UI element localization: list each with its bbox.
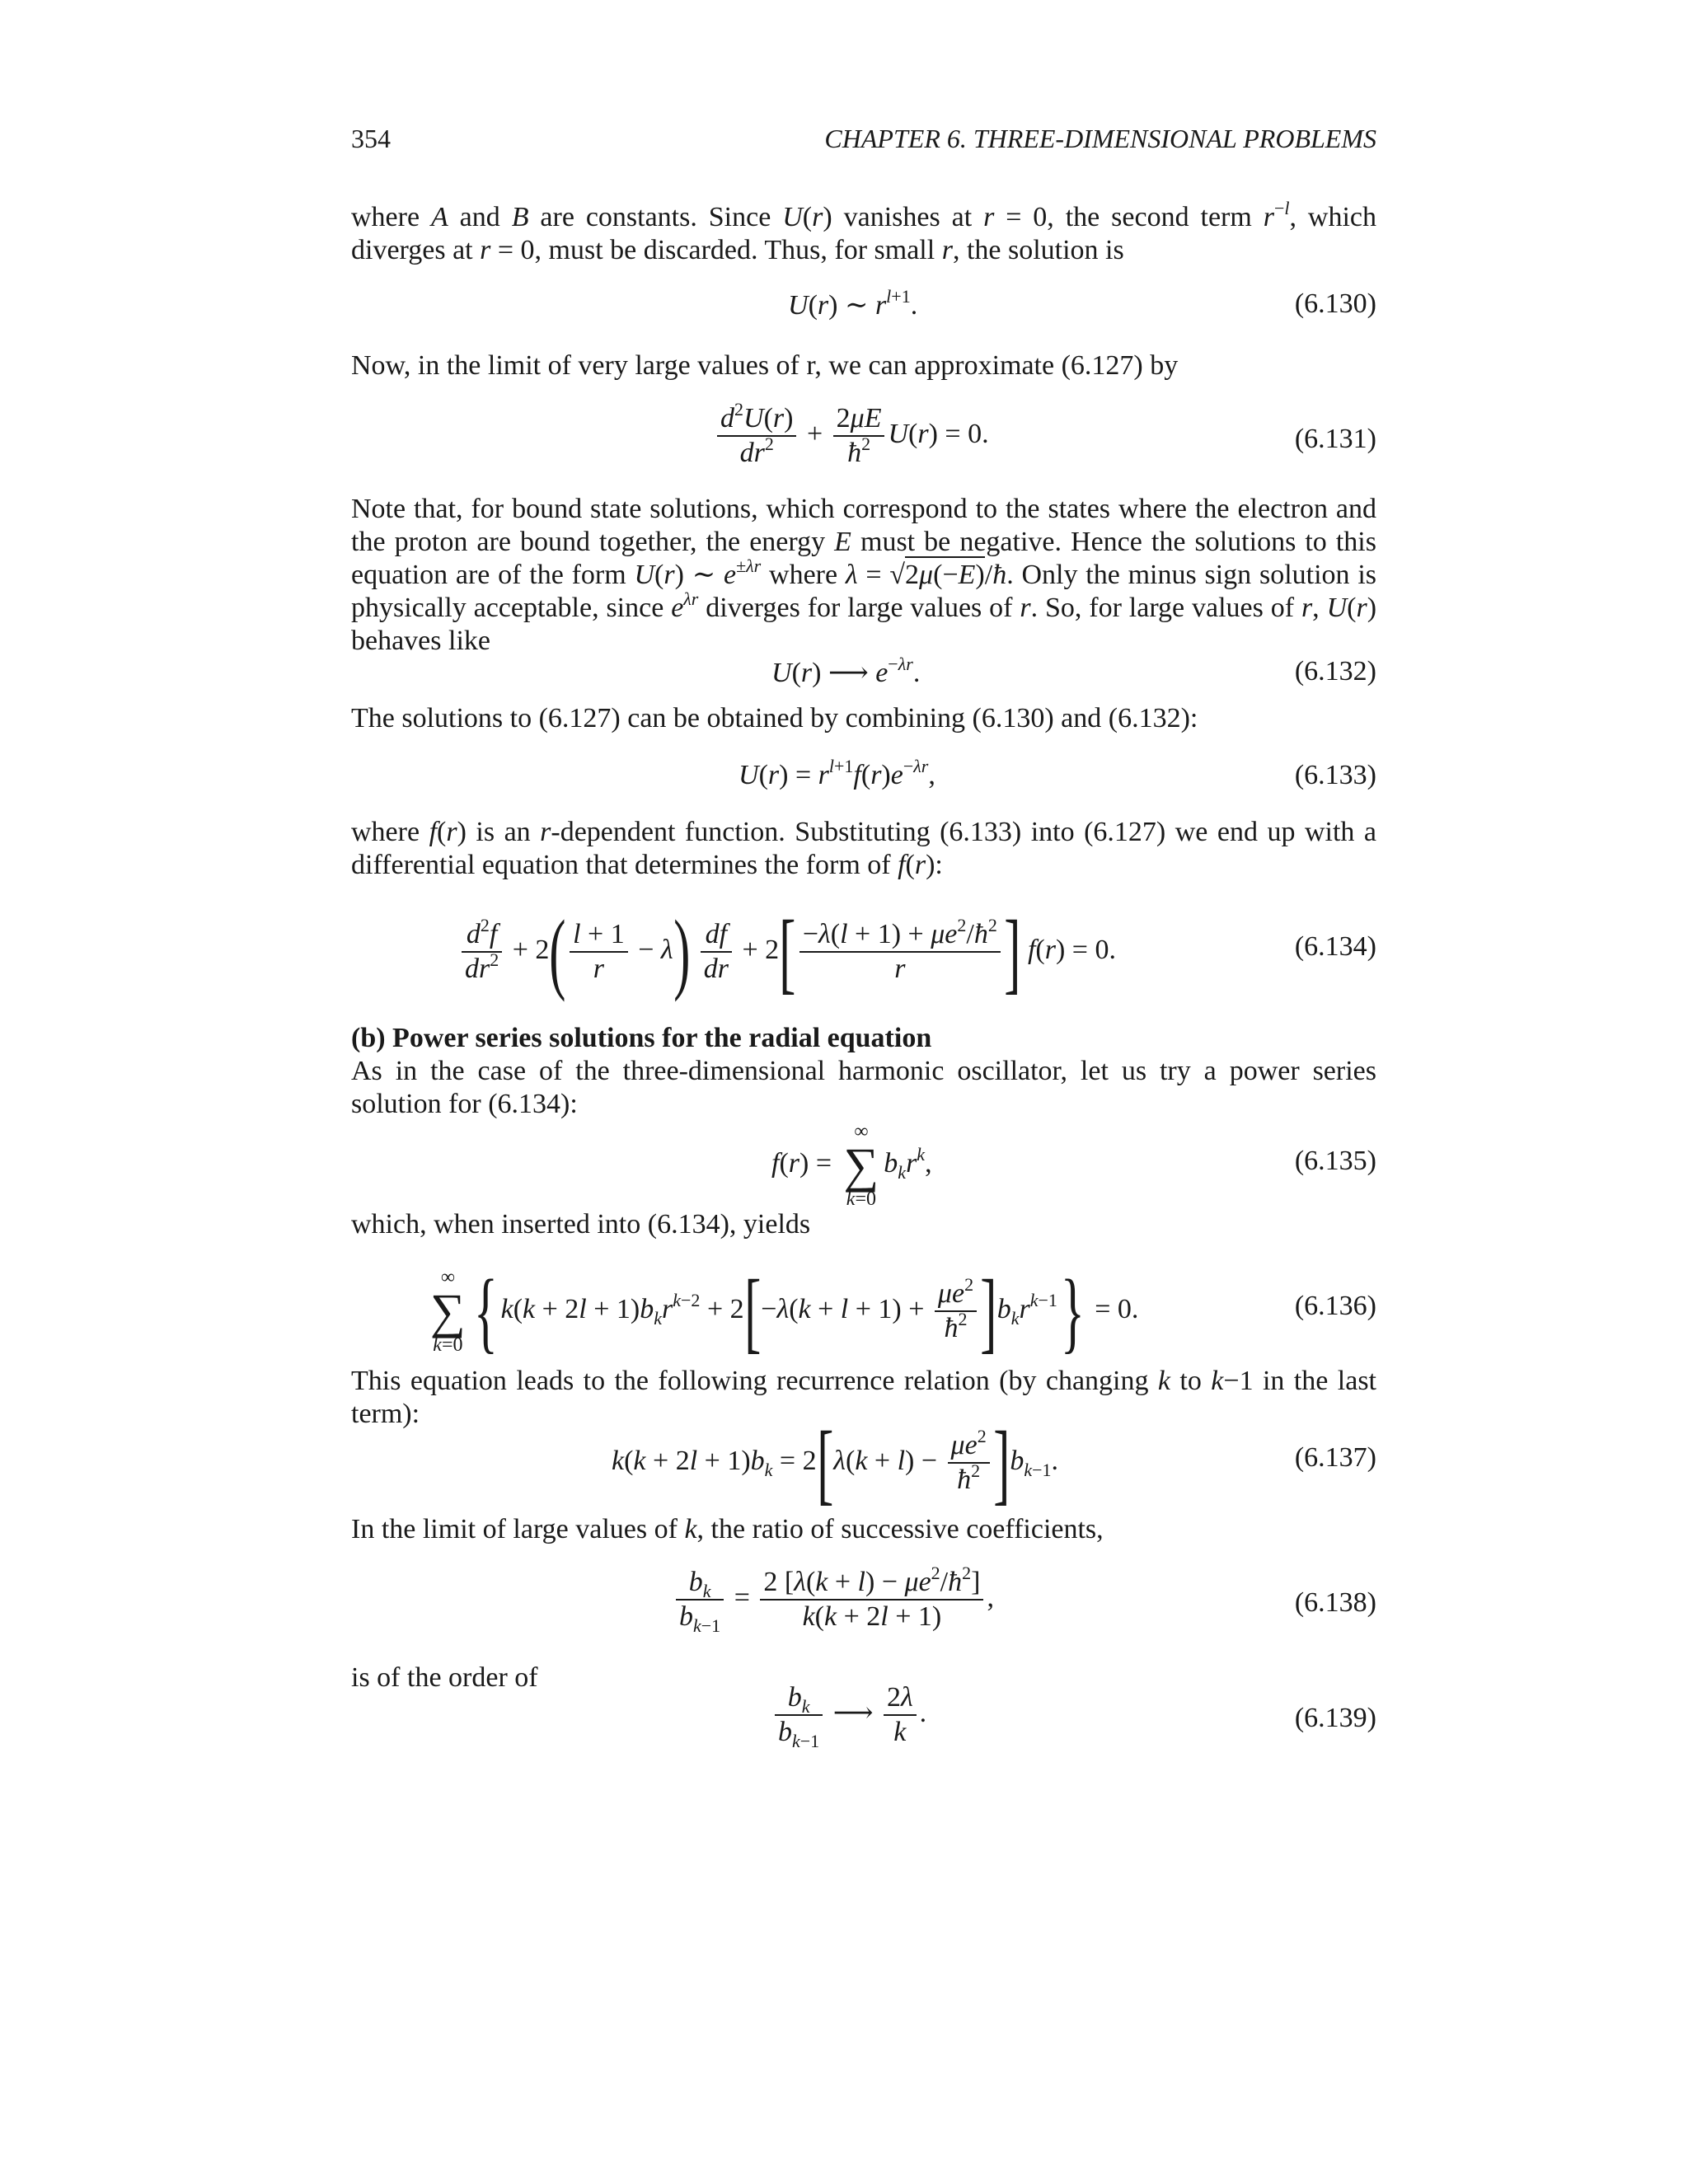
- paragraph-7: which, when inserted into (6.134), yields: [351, 1209, 811, 1240]
- equation-6-137: $k(k + 2l + 1)b_k = 2[\lambda(k + l)$ − $\frac{\mu e^2}{ħ^2}$ ]$b_{k-1}$. (6.137): [612, 1413, 1376, 1513]
- paragraph-4: The solutions to (6.127) can be obtained by combining (6.130) and (6.132):: [351, 703, 1198, 733]
- equation-number: (6.132): [1294, 656, 1376, 687]
- equation-number: (6.137): [1294, 1442, 1376, 1473]
- equation-6-133: $U(r) = r^{l+1}f(r)e^{-\lambda r}$, (6.133): [738, 756, 1376, 790]
- equation-number: (6.130): [1294, 288, 1376, 319]
- equation-number: (6.136): [1294, 1291, 1376, 1321]
- equation-number: (6.139): [1294, 1703, 1376, 1733]
- equation-number: (6.133): [1294, 760, 1376, 790]
- equation-6-138: $\frac{b_k}{b_{k-1}}$ = $\frac{2 [\lambda(k + l) - \mu e^2/ħ^2]}{k(k + 2l + 1)}$ , (6.138): [351, 1566, 1376, 1648]
- equation-number: (6.131): [1294, 424, 1376, 454]
- page-number: 354: [351, 124, 391, 153]
- paragraph-8: This equation leads to the following recurrence relation (by changing k to k−1 in the last term):: [351, 1366, 1377, 1429]
- section-heading: (b) Power series solutions for the radial equation: [351, 1023, 932, 1053]
- equation-6-132: U(r) ⟶ $e^{-\lambda r}$. (6.132): [771, 654, 1376, 688]
- equation-6-131: $\frac{d^2U(r)}{dr^2}$ + $\frac{2\mu E}{ħ^2}$ U(r) = 0. (6.131): [351, 402, 1376, 476]
- equation-number: (6.134): [1294, 931, 1376, 962]
- paragraph-9: In the limit of large values of k, the ratio of successive coefficients,: [351, 1514, 1104, 1544]
- equation-6-136: ∞ ∑ k=0 { $k(k + 2l + 1)b_kr^{k-2} + 2[-\lambda(k + l + 1)$ + $\frac{\mu e^2}{ħ^2}$ ]$b_kr^{k-1}\} = 0$. (6.136): [430, 1261, 1376, 1361]
- paragraph-2: Now, in the limit of very large values of r, we can approximate (6.127) by: [351, 350, 1179, 381]
- paragraph-6: As in the case of the three-dimensional harmonic oscillator, let us try a power series solution for (6.134):: [351, 1056, 1376, 1119]
- page-header: [351, 124, 1376, 160]
- equation-number: (6.138): [1294, 1587, 1376, 1618]
- equation-6-130: U(r) ∼ $r^{l+1}$. (6.130): [788, 286, 1376, 321]
- paragraph-1: where A and B are constants. Since U(r) vanishes at r = 0, the second term $r^{-l}$, which diverges at r = 0, must be discarded. Thus, for small r, the solution is: [351, 198, 1377, 265]
- equation-6-134: $\frac{d^2f}{dr^2}$ + 2( $\frac{l + 1}{r}$ − λ) $\frac{df}{dr}$ + 2[ $\frac{-\lambda(l + 1) + \mu e^2/ħ^2}{r}$ ] f(r) = 0. (6.134): [351, 907, 1376, 997]
- equation-number: (6.135): [1294, 1146, 1376, 1176]
- chapter-title: CHAPTER 6. THREE-DIMENSIONAL PROBLEMS: [824, 124, 1376, 153]
- paragraph-10: is of the order of: [351, 1662, 538, 1693]
- paragraph-3: Note that, for bound state solutions, which correspond to the states where the electron and the proton are bound together, the energy E must be negative. Hence the solutions to this equation are of the form U(r) ∼ $e^{\pm\lambda r}$ where λ = √2μ(−E)/ħ. Only the minus sign solution is physically acceptable, since $e^{\lambda r}$ diverges for large values of r. So, for large values of r, U(r) behaves like: [351, 494, 1377, 656]
- equation-6-135: f(r) = ∞ ∑ k=0 $b_kr^k$, (6.135): [771, 1121, 1376, 1210]
- equation-6-139: $\frac{b_k}{b_{k-1}}$ ⟶ $\frac{2\lambda}{k}$ . (6.139): [351, 1681, 1376, 1764]
- paragraph-5: where f(r) is an r-dependent function. Substituting (6.133) into (6.127) we end up with a differential equation that determines the form of f(r):: [351, 817, 1376, 880]
